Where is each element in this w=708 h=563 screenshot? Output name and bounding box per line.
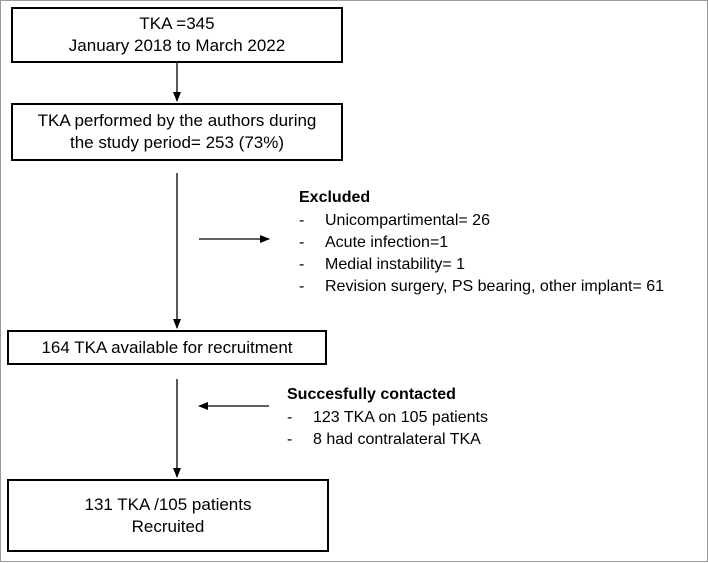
- list-dash: -: [287, 409, 293, 426]
- list-item: [299, 254, 664, 276]
- box-authors-line1: TKA performed by the authors during: [37, 111, 317, 130]
- box-available-tka: [7, 330, 327, 365]
- box-authors-tka: [11, 103, 343, 161]
- list-dash: -: [299, 212, 305, 229]
- box-total-line2: January 2018 to March 2022: [68, 36, 286, 55]
- list-item-text: Revision surgery, PS bearing, other implant= 61: [325, 278, 664, 295]
- excluded-heading: Excluded: [299, 189, 371, 206]
- excluded-list: [299, 210, 664, 298]
- list-item: [287, 407, 488, 429]
- contacted-block: [287, 384, 488, 451]
- box-total-tka: [11, 7, 343, 63]
- box-authors-line2: the study period= 253 (73%): [69, 133, 285, 152]
- box-available-line1: 164 TKA available for recruitment: [41, 337, 293, 357]
- box-recruited-line1: 131 TKA /105 patients: [84, 494, 252, 514]
- list-item-text: Acute infection=1: [325, 234, 449, 251]
- list-dash: -: [299, 256, 305, 273]
- list-item-text: Medial instability= 1: [325, 256, 466, 273]
- box-recruited-tka: [7, 479, 329, 552]
- list-item-text: Unicompartimental= 26: [325, 212, 490, 229]
- list-dash: -: [287, 431, 293, 448]
- list-item: [299, 276, 664, 298]
- list-item-text: 8 had contralateral TKA: [313, 431, 481, 448]
- contacted-list: [287, 407, 488, 451]
- list-item: [299, 210, 664, 232]
- box-recruited-line2: Recruited: [131, 516, 205, 536]
- excluded-block: [299, 187, 664, 298]
- contacted-heading: Succesfully contacted: [287, 386, 456, 403]
- box-total-line1: TKA =345: [139, 14, 215, 33]
- list-item: [299, 232, 664, 254]
- list-item-text: 123 TKA on 105 patients: [313, 409, 488, 426]
- list-dash: -: [299, 278, 305, 295]
- list-item: [287, 429, 488, 451]
- list-dash: -: [299, 234, 305, 251]
